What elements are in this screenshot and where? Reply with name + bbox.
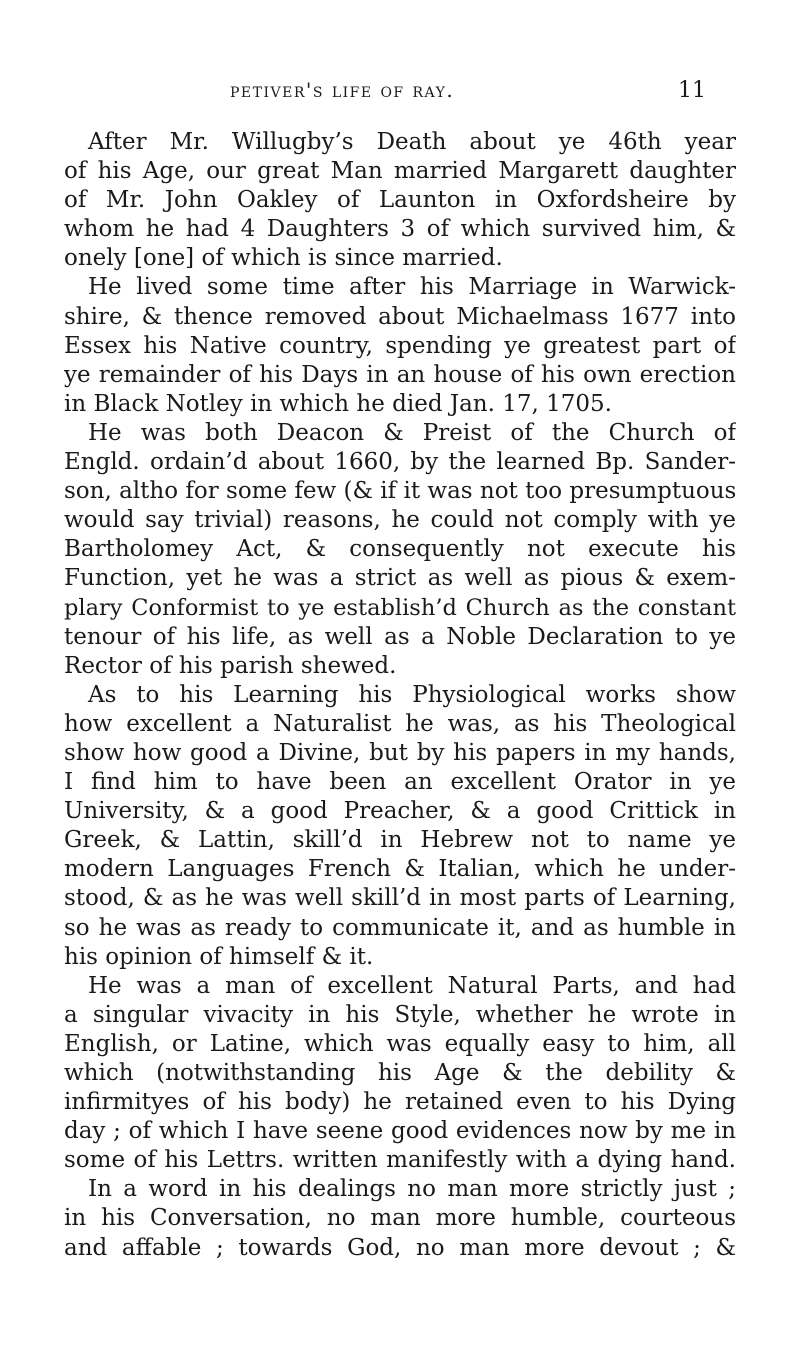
text-line: of Mr. John Oakley of Launton in Oxfordsheire by: [64, 187, 736, 214]
text-line: He was a man of excellent Natural Parts, and had: [88, 972, 736, 999]
text-line: Rector of his parish shewed.: [64, 652, 397, 679]
body-text: [64, 128, 736, 1263]
text-line: University, & a good Preacher, & a good Crittick in: [64, 798, 736, 825]
page-header: [230, 78, 706, 108]
text-line: After Mr. Willugby’s Death about ye 46th year: [88, 129, 736, 155]
text-line: plary Conformist to ye establish’d Church as the constant: [64, 594, 736, 621]
text-line: son, altho for some few (& if it was not too presumptuous: [64, 478, 736, 505]
text-line: tenour of his life, as well as a Noble Declaration to ye: [64, 623, 736, 650]
text-line: stood, & as he was well skill’d in most parts of Learning,: [64, 885, 736, 912]
text-line: onely [one] of which is since married.: [64, 245, 503, 272]
running-head: petiver's life of ray.: [230, 78, 455, 102]
text-line: infirmityes of his body) he retained even to his Dying: [64, 1089, 736, 1116]
text-line: English, or Latine, which was equally easy to him, all: [64, 1030, 736, 1057]
text-line: ye remainder of his Days in an house of his own erection: [64, 361, 736, 388]
text-line: I find him to have been an excellent Orator in ye: [64, 769, 736, 796]
page-number: 11: [678, 78, 706, 103]
text-line: his opinion of himself & it.: [64, 943, 374, 970]
text-line: Essex his Native country, spending ye greatest part of: [64, 332, 736, 359]
text-line: As to his Learning his Physiological works show: [88, 681, 736, 708]
text-line: In a word in his dealings no man more strictly just ;: [88, 1176, 736, 1203]
text-line: He lived some time after his Marriage in Warwick-: [88, 274, 736, 301]
text-line: so he was as ready to communicate it, and as humble in: [64, 914, 736, 941]
text-line: in Black Notley in which he died Jan. 17, 1705.: [64, 390, 612, 417]
text-line: in his Conversation, no man more humble, courteous: [64, 1205, 736, 1232]
text-line: Function, yet he was a strict as well as pious & exem-: [64, 565, 736, 592]
text-line: show how good a Divine, but by his papers in my hands,: [64, 739, 736, 766]
text-line: He was both Deacon & Preist of the Church of: [88, 419, 736, 446]
text-line: Bartholomey Act, & consequently not execute his: [64, 536, 736, 563]
text-line: Greek, & Lattin, skill’d in Hebrew not to name ye: [64, 827, 736, 854]
text-line: whom he had 4 Daughters 3 of which survived him, &: [64, 216, 736, 243]
text-line: a singular vivacity in his Style, whether he wrote in: [64, 1001, 736, 1028]
text-line: shire, & thence removed about Michaelmass 1677 into: [64, 303, 736, 330]
text-line: Engld. ordain’d about 1660, by the learned Bp. Sander-: [64, 449, 736, 476]
text-line: day ; of which I have seene good evidences now by me in: [64, 1118, 736, 1145]
text-line: modern Languages French & Italian, which he under-: [64, 856, 736, 883]
text-line: would say trivial) reasons, he could not comply with ye: [64, 507, 736, 534]
text-line: how excellent a Naturalist he was, as his Theological: [64, 710, 736, 737]
text-line: some of his Lettrs. written manifestly with a dying hand.: [64, 1147, 736, 1174]
text-line: and affable ; towards God, no man more devout ; &: [64, 1234, 736, 1261]
text-line: which (notwithstanding his Age & the debility &: [64, 1060, 736, 1086]
text-line: of his Age, our great Man married Margarett daughter: [64, 158, 736, 185]
